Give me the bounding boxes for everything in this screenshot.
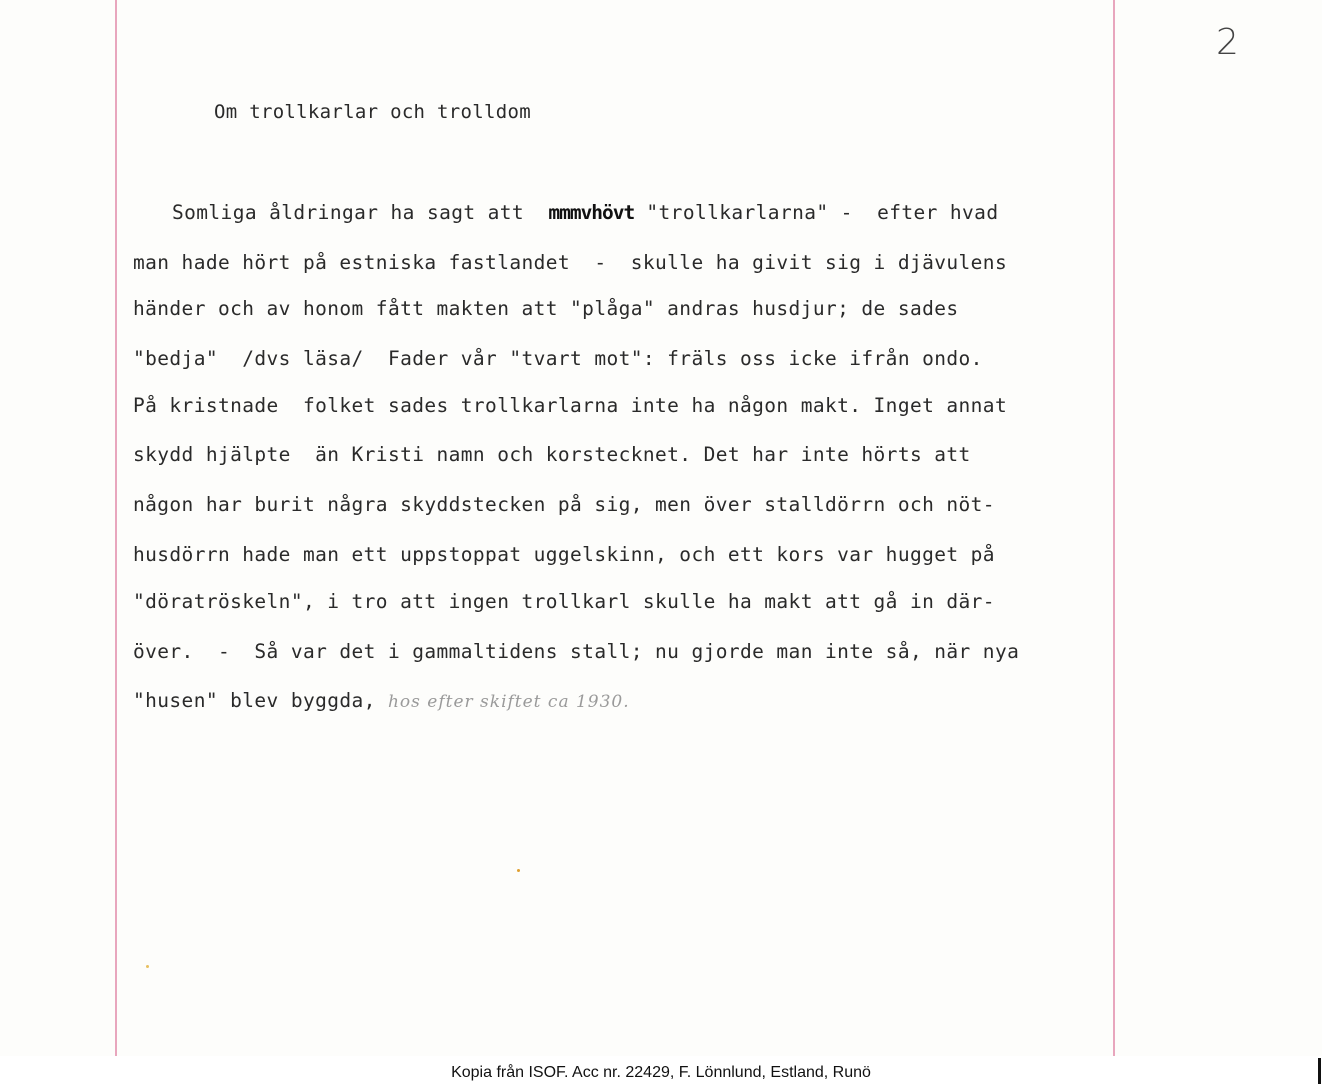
document-title: Om trollkarlar och trolldom bbox=[214, 101, 531, 123]
text-line-11-typed: "husen" blev byggda, bbox=[133, 689, 376, 712]
scan-edge-mark bbox=[1318, 1058, 1321, 1084]
text-line-2: man hade hört på estniska fastlandet - skulle ha givit sig i djävulens bbox=[133, 251, 1008, 274]
text-line-5: På kristnade folket sades trollkarlarna inte ha någon makt. Inget annat bbox=[133, 394, 1008, 417]
text-line-8: husdörrn hade man ett uppstoppat uggelskinn, och ett kors var hugget på bbox=[133, 543, 995, 566]
paper-speck bbox=[517, 869, 520, 872]
text-line-11 bbox=[133, 689, 630, 712]
archive-caption: Kopia från ISOF. Acc nr. 22429, F. Lönnlund, Estland, Runö bbox=[451, 1064, 871, 1081]
paper-speck bbox=[146, 965, 149, 968]
text-line-10: över. - Så var det i gammaltidens stall; nu gjorde man inte så, när nya bbox=[133, 640, 1020, 663]
text-line-9: "döratröskeln", i tro att ingen trollkarl skulle ha makt att gå in där- bbox=[133, 590, 995, 613]
left-margin-line bbox=[115, 0, 117, 1056]
text-line-1-after: "trollkarlarna" - efter hvad bbox=[634, 201, 999, 224]
text-line-3: händer och av honom fått makten att "plåga" andras husdjur; de sades bbox=[133, 297, 959, 320]
text-line-6: skydd hjälpte än Kristi namn och korstecknet. Det har inte hörts att bbox=[133, 443, 971, 466]
text-line-1-before: Somliga åldringar ha sagt att bbox=[172, 201, 549, 224]
text-line-4: "bedja" /dvs läsa/ Fader vår "tvart mot": fräls oss icke ifrån ondo. bbox=[133, 347, 983, 370]
right-margin-line bbox=[1113, 0, 1115, 1056]
text-line-1 bbox=[172, 201, 998, 224]
struck-word: mmmvhövt bbox=[548, 201, 635, 224]
page-number: 2 bbox=[1216, 22, 1239, 63]
handwritten-note: hos efter skiftet ca 1930. bbox=[387, 692, 630, 712]
text-line-7: någon har burit några skyddstecken på sig, men över stalldörrn och nöt- bbox=[133, 493, 995, 516]
